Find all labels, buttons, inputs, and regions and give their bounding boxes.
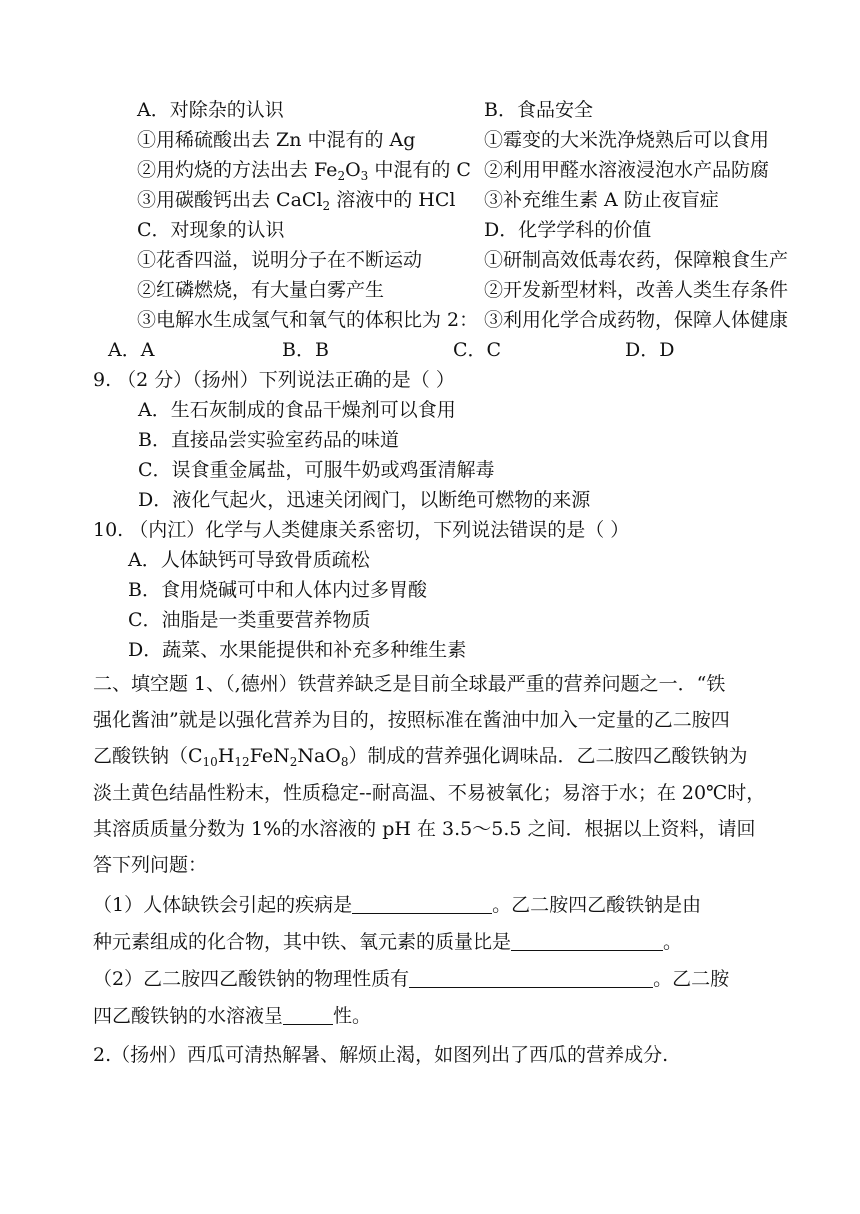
q8-b-item-1: ①霉变的大米洗净烧熟后可以食用 (484, 129, 770, 151)
q8-option-b: B．B (282, 339, 329, 361)
q8-a-item-3: ③用碳酸钙出去 CaCl$_2$ 溶液中的 HCl (137, 189, 456, 213)
q8-b-title: B．食品安全 (484, 99, 593, 121)
q8-c-title: C．对现象的认识 (137, 219, 285, 241)
fill-part-2-line-1: （2）乙二胺四乙酸铁钠的物理性质有 。乙二胺 (93, 968, 730, 990)
q8-b-item-2: ②利用甲醛水溶液浸泡水产品防腐 (484, 159, 770, 181)
q8-a-title: A．对除杂的认识 (137, 99, 284, 121)
q8-option-d: D．D (625, 339, 675, 361)
q8-option-a: A．A (108, 339, 155, 361)
blank-physical-properties[interactable] (409, 969, 653, 988)
question-2: 2.（扬州）西瓜可清热解暑、解烦止渴，如图列出了西瓜的营养成分. (93, 1044, 669, 1066)
fill-part-2-line-2: 四乙酸铁钠的水溶液呈 性。 (93, 1005, 372, 1027)
fill-line-2: 强化酱油”就是以强化营养为目的，按照标准在酱油中加入一定量的乙二胺四 (93, 709, 730, 731)
fill-line-5: 其溶质质量分数为 1%的水溶液的 pH 在 3.5～5.5 之间．根据以上资料，请回 (93, 818, 756, 840)
q8-d-item-2: ②开发新型材料，改善人类生存条件 (484, 279, 789, 301)
q8-a-item-1: ①用稀硫酸出去 Zn 中混有的 Ag (137, 129, 416, 151)
fill-line-3: 乙酸铁钠$(C_{10}H_{12}FeN_2NaO_8)$制成的营养强化调味品．乙二胺四乙酸铁钠为 (93, 745, 748, 769)
fill-line-6: 答下列问题： (93, 854, 208, 876)
q9-stem: 9. （2 分）（扬州）下列说法正确的是（ ） (93, 369, 455, 391)
q9-option-a: A．生石灰制成的食品干燥剂可以食用 (138, 399, 456, 421)
q8-option-c: C．C (453, 339, 502, 361)
q10-stem: 10. （内江）化学与人类健康关系密切，下列说法错误的是（ ） (93, 519, 630, 541)
q8-d-item-3: ③利用化学合成药物，保障人体健康 (484, 309, 789, 331)
fill-line-4: 淡土黄色结晶性粉末，性质稳定--耐高温、不易被氧化；易溶于水；在 20℃时， (93, 782, 766, 804)
q8-d-item-1: ①研制高效低毒农药，保障粮食生产 (484, 249, 789, 271)
q8-a-item-2: ②用灼烧的方法出去 $Fe_2O_3$ 中混有的 C (137, 159, 471, 183)
q8-c-item-2: ②红磷燃烧，有大量白雾产生 (137, 279, 385, 301)
fill-part-1-line-1: （1）人体缺铁会引起的疾病是 。乙二胺四乙酸铁钠是由 (93, 894, 702, 916)
fill-part-1-line-2: 种元素组成的化合物，其中铁、氧元素的质量比是 。 (93, 931, 683, 953)
q10-option-d: D．蔬菜、水果能提供和补充多种维生素 (128, 639, 467, 661)
q8-b-item-3: ③补充维生素 A 防止夜盲症 (484, 189, 719, 211)
q8-c-item-1: ①花香四溢，说明分子在不断运动 (137, 249, 423, 271)
q9-option-c: C．误食重金属盐，可服牛奶或鸡蛋清解毒 (138, 459, 495, 481)
q10-option-b: B．食用烧碱可中和人体内过多胃酸 (128, 579, 427, 601)
fill-line-1: 二、填空题 1、（,德州）铁营养缺乏是目前全球最严重的营养问题之一．“铁 (93, 673, 726, 695)
blank-disease[interactable] (352, 895, 492, 914)
blank-mass-ratio[interactable] (511, 932, 663, 951)
q8-c-item-3: ③电解水生成氢气和氧气的体积比为 2： (137, 309, 479, 331)
q9-option-b: B．直接品尝实验室药品的味道 (138, 429, 399, 451)
q10-option-c: C．油脂是一类重要营养物质 (128, 609, 371, 631)
blank-acidity[interactable] (283, 1006, 333, 1025)
q8-d-title: D．化学学科的价值 (484, 219, 652, 241)
q10-option-a: A．人体缺钙可导致骨质疏松 (128, 549, 370, 571)
q9-option-d: D．液化气起火，迅速关闭阀门，以断绝可燃物的来源 (138, 489, 591, 511)
